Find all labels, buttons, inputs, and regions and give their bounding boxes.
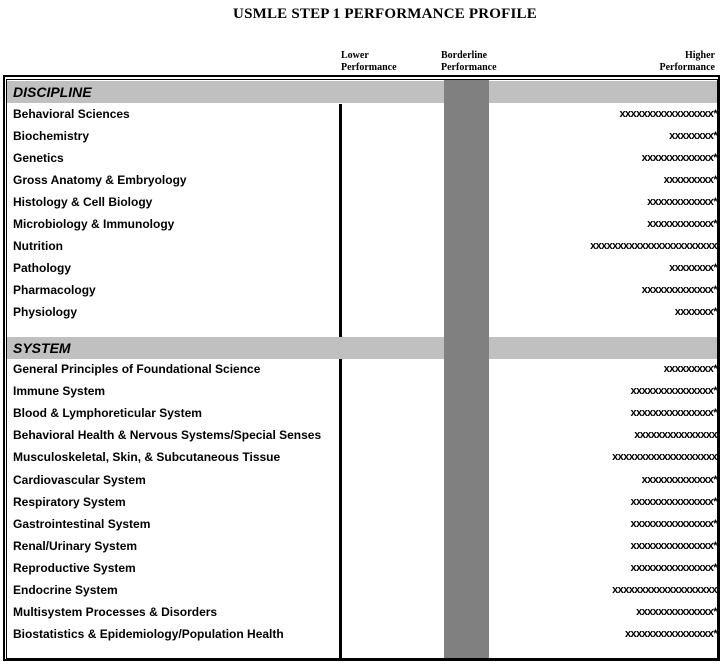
borderline-band: [444, 80, 489, 658]
discipline-row-label: Pharmacology: [13, 283, 96, 297]
system-row-label: Multisystem Processes & Disorders: [13, 605, 218, 619]
discipline-row-label: Behavioral Sciences: [13, 107, 130, 121]
discipline-row-score: xxxxxxxxx*: [663, 174, 717, 186]
system-row-label: Behavioral Health & Nervous Systems/Special Senses: [13, 428, 322, 442]
column-header-lower: [341, 50, 397, 74]
borderline-band-segment: [444, 337, 489, 359]
discipline-row-label: Genetics: [13, 151, 64, 165]
column-header-higher-line2: Performance: [659, 62, 715, 73]
system-row-label: Cardiovascular System: [13, 473, 146, 487]
discipline-row-score: xxxxxxxx*: [669, 130, 717, 142]
system-row-score: xxxxxxxxxxxxxxx: [634, 429, 717, 441]
discipline-row-score: xxxxxxxxxxxx*: [647, 218, 717, 230]
discipline-row-label: Nutrition: [13, 239, 63, 253]
discipline-row-label: Microbiology & Immunology: [13, 217, 175, 231]
system-row-score: xxxxxxxxx*: [663, 363, 717, 375]
discipline-row-score: xxxxxxxxxxxxxxxxxxxxxxx: [590, 240, 717, 252]
column-header-higher-line1: Higher: [685, 50, 715, 61]
discipline-row-label: Gross Anatomy & Embryology: [13, 173, 187, 187]
system-row-label: Respiratory System: [13, 495, 126, 509]
lower-performance-line: [339, 104, 342, 658]
system-row-score: xxxxxxxxxxxxxxxx*: [625, 628, 717, 640]
discipline-row-label: Physiology: [13, 305, 78, 319]
discipline-row-score: xxxxxxxxxxxxx*: [641, 284, 717, 296]
system-row-score: xxxxxxxxxxxxxxx*: [630, 385, 717, 397]
system-row-label: Reproductive System: [13, 561, 136, 575]
system-row-label: Blood & Lymphoreticular System: [13, 406, 202, 420]
system-row-score: xxxxxxxxxxxxx*: [641, 474, 717, 486]
system-row-score: xxxxxxxxxxxxxxx*: [630, 540, 717, 552]
section-header-discipline: [7, 81, 717, 103]
system-row-label: General Principles of Foundational Science: [13, 362, 261, 376]
discipline-row-label: Biochemistry: [13, 129, 90, 143]
section-header-system: [7, 337, 717, 359]
system-row-label: Renal/Urinary System: [13, 539, 138, 553]
section-header-discipline-label: DISCIPLINE: [13, 84, 92, 100]
system-row-label: Gastrointestinal System: [13, 517, 151, 531]
system-row-label: Endocrine System: [13, 583, 118, 597]
discipline-row-label: Pathology: [13, 261, 72, 275]
system-row-score: xxxxxxxxxxxxxxxxxxx: [612, 451, 717, 463]
discipline-row-score: xxxxxxxx*: [669, 262, 717, 274]
system-row-score: xxxxxxxxxxxxxx*: [636, 606, 717, 618]
system-row-score: xxxxxxxxxxxxxxx*: [630, 518, 717, 530]
system-row-score: xxxxxxxxxxxxxxxxxxx: [612, 584, 717, 596]
column-header-borderline-line2: Performance: [441, 62, 497, 73]
discipline-row-score: xxxxxxxxxxxxxxxxx*: [619, 108, 717, 120]
discipline-row-score: xxxxxxxxxxxx*: [647, 196, 717, 208]
system-row-score: xxxxxxxxxxxxxxx*: [630, 496, 717, 508]
borderline-band-segment: [444, 81, 489, 103]
column-header-lower-line1: Lower: [341, 50, 369, 61]
page-title: USMLE STEP 1 PERFORMANCE PROFILE: [233, 6, 537, 22]
discipline-row-score: xxxxxxx*: [674, 306, 717, 318]
column-header-higher: [659, 50, 715, 74]
system-row-score: xxxxxxxxxxxxxxx*: [630, 562, 717, 574]
system-row-score: xxxxxxxxxxxxxxx*: [630, 407, 717, 419]
discipline-row-score: xxxxxxxxxxxxx*: [641, 152, 717, 164]
system-row-label: Immune System: [13, 384, 106, 398]
section-header-system-label: SYSTEM: [13, 340, 71, 356]
column-header-lower-line2: Performance: [341, 62, 397, 73]
column-header-borderline-line1: Borderline: [441, 50, 488, 61]
discipline-row-label: Histology & Cell Biology: [13, 195, 153, 209]
column-header-borderline: [441, 50, 497, 74]
system-row-label: Biostatistics & Epidemiology/Population Health: [13, 627, 284, 641]
system-row-label: Musculoskeletal, Skin, & Subcutaneous Tissue: [13, 450, 281, 464]
